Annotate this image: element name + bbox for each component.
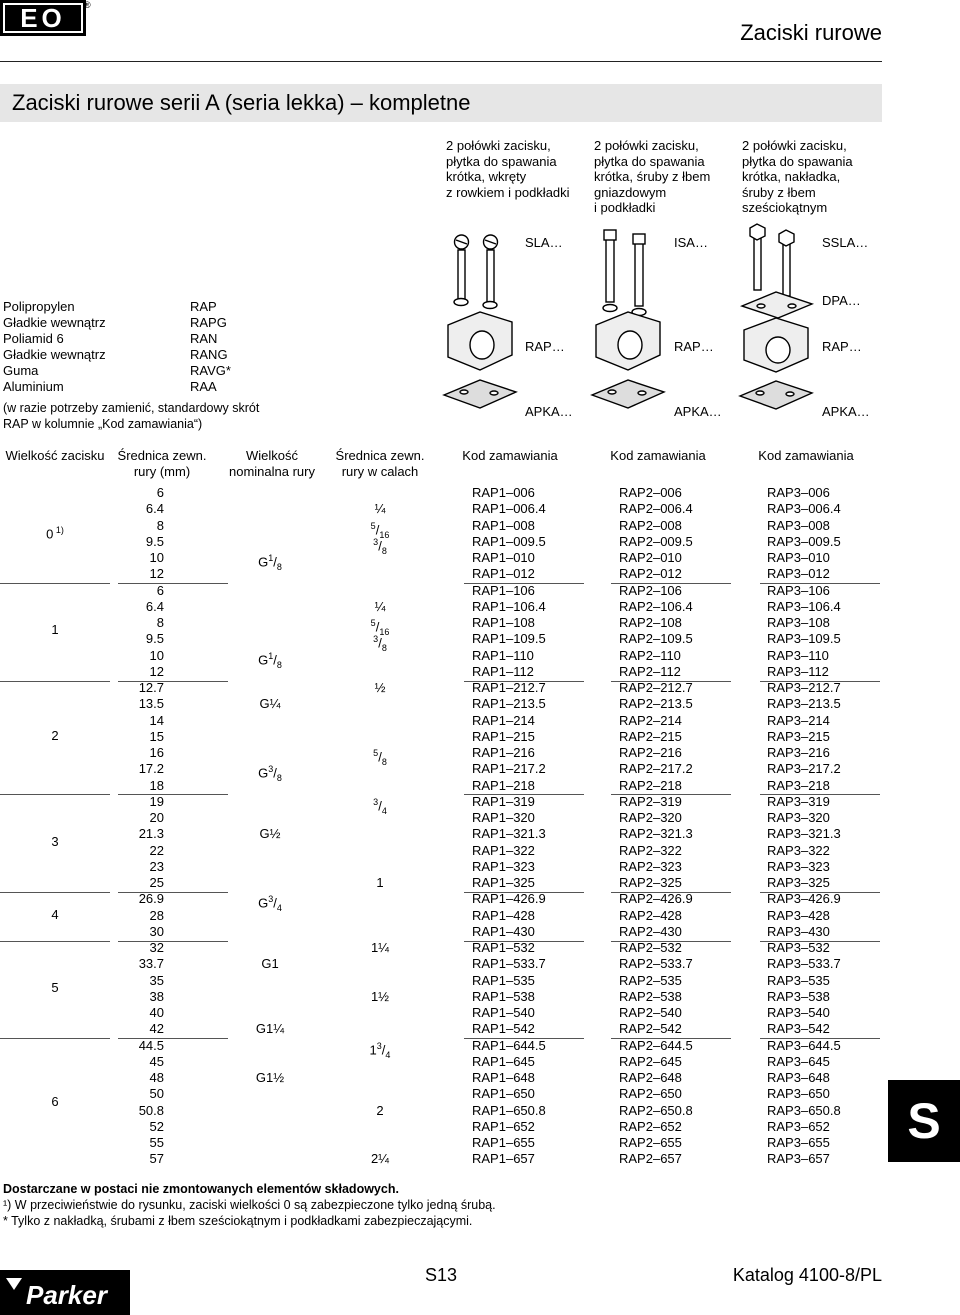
material-code: RANG	[190, 347, 228, 362]
order-code-2: RAP2–428	[619, 907, 682, 923]
nominal-cell: $G^3/_4$	[258, 894, 282, 914]
od-mm-cell: 33.7	[138, 956, 164, 972]
order-code-2: RAP2–542	[619, 1021, 682, 1037]
order-code-1: RAP1–325	[472, 875, 535, 890]
material-code: RAA	[190, 379, 217, 394]
od-mm-cell: 16	[149, 745, 164, 760]
order-code-3: RAP3–533.7	[767, 956, 841, 972]
order-code-2: RAP2–010	[619, 550, 682, 565]
od-mm-cell: 26.9	[138, 891, 164, 907]
nominal-cell: G1	[261, 956, 279, 972]
section-title: Zaciski rurowe	[740, 20, 882, 45]
order-code-2: RAP2–215	[619, 728, 682, 744]
od-mm-cell: 25	[149, 875, 164, 890]
order-code-3: RAP3–652	[767, 1118, 830, 1134]
od-mm-cell: 30	[149, 923, 164, 939]
order-code-3: RAP3–535	[767, 972, 830, 988]
order-code-1: RAP1–320	[472, 810, 535, 825]
order-code-1: RAP1–322	[472, 842, 535, 858]
order-code-1: RAP1–012	[472, 566, 535, 582]
order-code-1: RAP1–650.8	[472, 1102, 546, 1118]
od-mm-cell: 6.4	[145, 501, 164, 517]
header-size: Wielkość zacisku	[5, 448, 105, 463]
material-code: RAN	[190, 331, 218, 346]
footnote-2: * Tylko z nakładką, śrubami z łbem sześciokątnym i podkładkami zabezpieczającymi.	[3, 1214, 473, 1228]
group-divider	[0, 941, 110, 942]
screw-label-3: SSLA…	[822, 235, 869, 250]
order-code-3: RAP3–648	[767, 1070, 830, 1085]
plate-label-3: APKA…	[822, 404, 870, 419]
od-mm-cell: 17.2	[138, 761, 164, 777]
nominal-cell: $G^1/_8$	[258, 650, 282, 670]
order-code-2: RAP2–006	[619, 485, 682, 500]
clamp-drawing-2	[592, 230, 664, 408]
order-code-2: RAP2–108	[619, 615, 682, 630]
order-code-1: RAP1–010	[472, 550, 535, 565]
od-inch-cell: 1¼	[370, 940, 390, 955]
clamp-drawing-1	[444, 235, 516, 408]
order-code-2: RAP2–112	[619, 663, 681, 679]
od-mm-cell: 15	[149, 728, 164, 744]
order-code-3: RAP3–645	[767, 1053, 830, 1069]
od-mm-cell: 18	[149, 777, 164, 793]
od-inch-cell: $^5/_8$	[373, 748, 387, 767]
od-mm-cell: 12	[149, 566, 164, 582]
od-mm-cell: 23	[149, 858, 164, 874]
order-code-1: RAP1–533.7	[472, 956, 546, 972]
od-mm-cell: 52	[149, 1118, 164, 1134]
variant-1-description: 2 połówki zacisku, płytka do spawania krótka, wkręty z rowkiem i podkładki	[446, 138, 570, 200]
order-code-2: RAP2–540	[619, 1005, 682, 1020]
order-code-2: RAP2–320	[619, 810, 682, 825]
material-code: RAVG*	[190, 363, 231, 378]
od-inch-cell: 1	[376, 875, 384, 890]
order-code-3: RAP3–012	[767, 566, 830, 582]
od-mm-cell: 55	[149, 1135, 164, 1150]
order-code-3: RAP3–320	[767, 810, 830, 825]
order-code-2: RAP2–109.5	[619, 631, 693, 647]
screw-label-2: ISA…	[674, 235, 708, 250]
order-code-2: RAP2–006.4	[619, 501, 693, 517]
order-code-3: RAP3–109.5	[767, 631, 841, 647]
order-code-1: RAP1–112	[472, 663, 534, 679]
od-mm-cell: 8	[156, 517, 164, 533]
order-code-2: RAP2–657	[619, 1151, 682, 1167]
order-code-3: RAP3–215	[767, 728, 830, 744]
header-nominal: Wielkość nominalna rury	[229, 448, 315, 479]
clamp-size-cell: 0 $^{1)}$	[46, 524, 64, 542]
nominal-cell: G¼	[259, 696, 281, 712]
order-code-2: RAP2–533.7	[619, 956, 693, 972]
nominal-cell: G1½	[255, 1070, 285, 1085]
order-code-2: RAP2–648	[619, 1070, 682, 1085]
od-mm-cell: 40	[149, 1005, 164, 1020]
nominal-cell: G1¼	[255, 1021, 285, 1037]
order-code-2: RAP2–532	[619, 940, 682, 955]
order-code-1: RAP1–426.9	[472, 891, 546, 907]
order-code-2: RAP2–644.5	[619, 1037, 693, 1053]
od-inch-cell: ¼	[374, 501, 386, 517]
order-code-2: RAP2–650	[619, 1086, 682, 1102]
order-code-3: RAP3–106.4	[767, 598, 841, 614]
order-code-2: RAP2–325	[619, 875, 682, 890]
order-code-3: RAP3–010	[767, 550, 830, 565]
order-code-1: RAP1–430	[472, 923, 535, 939]
order-code-2: RAP2–652	[619, 1118, 682, 1134]
od-mm-cell: 6	[156, 485, 164, 500]
order-code-3: RAP3–430	[767, 923, 830, 939]
material-name: Gładkie wewnątrz	[3, 315, 106, 330]
od-mm-cell: 12.7	[138, 680, 164, 695]
order-code-3: RAP3–538	[767, 988, 830, 1004]
clamp-size-cell: 3	[51, 833, 59, 849]
order-code-2: RAP2–538	[619, 988, 682, 1004]
order-code-1: RAP1–217.2	[472, 761, 546, 777]
od-mm-cell: 22	[149, 842, 164, 858]
order-code-2: RAP2–213.5	[619, 696, 693, 712]
order-code-2: RAP2–212.7	[619, 680, 693, 695]
order-code-3: RAP3–319	[767, 793, 830, 809]
screw-label-1: SLA…	[525, 235, 563, 250]
order-code-1: RAP1–652	[472, 1118, 535, 1134]
variant-2-description: 2 połówki zacisku, płytka do spawania krótka, śruby z łbem gniazdowym i podkładki	[594, 138, 711, 215]
order-code-2: RAP2–008	[619, 517, 682, 533]
header-code-1: Kod zamawiania	[462, 448, 558, 463]
order-code-1: RAP1–538	[472, 988, 535, 1004]
order-code-3: RAP3–009.5	[767, 533, 841, 549]
order-code-2: RAP2–430	[619, 923, 682, 939]
header-od-mm: Średnica zewn. rury (mm)	[117, 448, 207, 479]
od-inch-cell: $^5/_{16}$	[370, 520, 390, 540]
order-code-3: RAP3–323	[767, 858, 830, 874]
material-code: RAPG	[190, 315, 227, 330]
order-code-2: RAP2–645	[619, 1053, 682, 1069]
page-number: S13	[425, 1265, 458, 1285]
order-code-2: RAP2–012	[619, 566, 682, 582]
order-code-2: RAP2–106	[619, 582, 682, 598]
nominal-cell: G½	[259, 826, 281, 842]
order-code-3: RAP3–428	[767, 907, 830, 923]
brand-text: Parker	[26, 1280, 107, 1310]
od-mm-cell: 28	[149, 907, 164, 923]
order-code-3: RAP3–650	[767, 1086, 830, 1102]
clamp-size-cell: 5	[51, 979, 59, 995]
order-code-3: RAP3–542	[767, 1021, 830, 1037]
order-code-2: RAP2–426.9	[619, 891, 693, 907]
od-inch-cell: 2¼	[370, 1151, 390, 1167]
material-name: Aluminium	[3, 379, 64, 394]
order-code-1: RAP1–110	[472, 647, 534, 663]
order-code-2: RAP2–655	[619, 1135, 682, 1150]
order-code-3: RAP3–650.8	[767, 1102, 841, 1118]
footnote-1: ¹) W przeciwieństwie do rysunku, zaciski wielkości 0 są zabezpieczone tylko jedną śrubą.	[3, 1198, 496, 1212]
order-code-1: RAP1–214	[472, 712, 535, 728]
order-code-3: RAP3–644.5	[767, 1037, 841, 1053]
order-code-3: RAP3–110	[767, 647, 829, 663]
order-code-2: RAP2–650.8	[619, 1102, 693, 1118]
order-code-1: RAP1–006	[472, 485, 535, 500]
od-mm-cell: 57	[149, 1151, 164, 1167]
od-inch-cell: 1½	[370, 988, 390, 1004]
header-code-2: Kod zamawiania	[610, 448, 706, 463]
group-divider	[0, 681, 110, 682]
order-code-3: RAP3–655	[767, 1135, 830, 1150]
order-code-1: RAP1–650	[472, 1086, 535, 1102]
cover-label-3: DPA…	[822, 293, 861, 308]
header-code-3: Kod zamawiania	[758, 448, 854, 463]
group-divider	[0, 1038, 110, 1039]
od-mm-cell: 9.5	[145, 631, 164, 647]
clamp-size-cell: 6	[51, 1093, 59, 1109]
od-mm-cell: 10	[149, 647, 164, 663]
order-code-2: RAP2–217.2	[619, 761, 693, 777]
order-code-3: RAP3–108	[767, 615, 830, 630]
material-note: (w razie potrzeby zamienić, standardowy skrót RAP w kolumnie „Kod zamawiania“)	[3, 401, 260, 431]
clamp-drawings	[440, 220, 880, 420]
od-mm-cell: 50.8	[138, 1102, 164, 1118]
order-code-3: RAP3–006	[767, 485, 830, 500]
od-mm-cell: 9.5	[145, 533, 164, 549]
order-code-1: RAP1–644.5	[472, 1037, 546, 1053]
od-inch-cell: $1^3/_4$	[369, 1040, 391, 1060]
material-name: Guma	[3, 363, 39, 378]
plate-label-1: APKA…	[525, 404, 573, 419]
order-code-1: RAP1–215	[472, 728, 535, 744]
od-mm-cell: 14	[149, 712, 164, 728]
order-code-2: RAP2–535	[619, 972, 682, 988]
order-code-1: RAP1–540	[472, 1005, 535, 1020]
order-code-3: RAP3–006.4	[767, 501, 841, 517]
od-mm-cell: 32	[149, 940, 164, 955]
order-code-3: RAP3–212.7	[767, 680, 841, 695]
od-mm-cell: 45	[149, 1053, 164, 1069]
catalog-number: Katalog 4100-8/PL	[732, 1265, 882, 1285]
parker-logo	[0, 1270, 130, 1315]
od-mm-cell: 19	[149, 793, 164, 809]
order-code-1: RAP1–008	[472, 517, 535, 533]
order-code-2: RAP2–110	[619, 647, 681, 663]
order-code-1: RAP1–657	[472, 1151, 535, 1167]
order-code-3: RAP3–106	[767, 582, 830, 598]
order-code-1: RAP1–212.7	[472, 680, 546, 695]
od-mm-cell: 6	[156, 582, 164, 598]
order-code-1: RAP1–006.4	[472, 501, 546, 517]
od-mm-cell: 10	[149, 550, 164, 565]
order-code-3: RAP3–112	[767, 663, 829, 679]
order-code-1: RAP1–323	[472, 858, 535, 874]
page-title: Zaciski rurowe serii A (seria lekka) – kompletne	[0, 84, 882, 122]
order-code-1: RAP1–109.5	[472, 631, 546, 647]
eo-logo	[0, 0, 92, 36]
body-label-3: RAP…	[822, 339, 862, 354]
od-mm-cell: 44.5	[138, 1037, 164, 1053]
order-code-1: RAP1–218	[472, 777, 535, 793]
od-mm-cell: 6.4	[145, 598, 164, 614]
od-inch-cell: ¼	[374, 598, 386, 614]
od-mm-cell: 50	[149, 1086, 164, 1102]
od-mm-cell: 48	[149, 1070, 164, 1085]
nominal-cell: $G^3/_8$	[258, 764, 282, 784]
order-code-2: RAP2–216	[619, 745, 682, 760]
order-code-3: RAP3–213.5	[767, 696, 841, 712]
order-code-1: RAP1–106	[472, 582, 535, 598]
order-code-1: RAP1–648	[472, 1070, 535, 1085]
order-code-3: RAP3–325	[767, 875, 830, 890]
clamp-size-cell: 1	[51, 622, 59, 638]
order-code-3: RAP3–532	[767, 940, 830, 955]
header-od-inch: Średnica zewn. rury w calach	[335, 448, 425, 479]
registered-mark: ®	[84, 0, 91, 10]
order-code-2: RAP2–322	[619, 842, 682, 858]
od-inch-cell: $^3/_8$	[373, 634, 387, 654]
order-code-3: RAP3–321.3	[767, 826, 841, 842]
order-code-3: RAP3–657	[767, 1151, 830, 1167]
order-code-2: RAP2–319	[619, 793, 682, 809]
order-code-3: RAP3–008	[767, 517, 830, 533]
group-divider	[0, 583, 110, 584]
order-code-2: RAP2–321.3	[619, 826, 693, 842]
order-code-1: RAP1–106.4	[472, 598, 546, 614]
od-mm-cell: 21.3	[138, 826, 164, 842]
order-code-1: RAP1–542	[472, 1021, 535, 1037]
od-inch-cell: ½	[374, 680, 386, 695]
od-mm-cell: 20	[149, 810, 164, 825]
order-code-1: RAP1–213.5	[472, 696, 546, 712]
body-label-1: RAP…	[525, 339, 565, 354]
order-code-2: RAP2–009.5	[619, 533, 693, 549]
od-inch-cell: $^3/_8$	[373, 536, 387, 556]
order-code-3: RAP3–217.2	[767, 761, 841, 777]
order-code-1: RAP1–535	[472, 972, 535, 988]
material-code: RAP	[190, 299, 217, 314]
section-tab: S	[888, 1080, 960, 1162]
order-code-1: RAP1–321.3	[472, 826, 546, 842]
od-mm-cell: 42	[149, 1021, 164, 1037]
order-code-1: RAP1–216	[472, 745, 535, 760]
od-inch-cell: $^5/_{16}$	[370, 618, 390, 637]
plate-label-2: APKA…	[674, 404, 722, 419]
order-code-2: RAP2–214	[619, 712, 682, 728]
order-code-3: RAP3–214	[767, 712, 830, 728]
body-label-2: RAP…	[674, 339, 714, 354]
group-divider	[0, 794, 110, 795]
order-code-2: RAP2–106.4	[619, 598, 693, 614]
order-code-1: RAP1–428	[472, 907, 535, 923]
nominal-cell: $G^1/_8$	[258, 553, 282, 572]
group-divider	[0, 892, 110, 893]
order-code-2: RAP2–218	[619, 777, 682, 793]
material-name: Polipropylen	[3, 299, 75, 314]
clamp-drawing-3	[740, 224, 812, 409]
od-inch-cell: 2	[376, 1102, 384, 1118]
clamp-size-cell: 4	[51, 906, 59, 922]
order-code-3: RAP3–426.9	[767, 891, 841, 907]
order-code-3: RAP3–322	[767, 842, 830, 858]
order-code-3: RAP3–216	[767, 745, 830, 760]
od-mm-cell: 12	[149, 663, 164, 679]
order-code-3: RAP3–218	[767, 777, 830, 793]
footnotes	[3, 1181, 496, 1229]
delivery-note: Dostarczane w postaci nie zmontowanych elementów składowych.	[3, 1182, 399, 1196]
od-mm-cell: 8	[156, 615, 164, 630]
od-inch-cell: $^3/_4$	[373, 796, 387, 816]
od-mm-cell: 13.5	[138, 696, 164, 712]
order-code-1: RAP1–645	[472, 1053, 535, 1069]
od-mm-cell: 38	[149, 988, 164, 1004]
order-code-1: RAP1–009.5	[472, 533, 546, 549]
variant-3-description: 2 połówki zacisku, płytka do spawania krótka, nakładka, śruby z łbem sześciokątnym	[742, 138, 853, 215]
order-code-1: RAP1–319	[472, 793, 535, 809]
material-name: Gładkie wewnątrz	[3, 347, 106, 362]
od-mm-cell: 35	[149, 972, 164, 988]
order-code-1: RAP1–655	[472, 1135, 535, 1150]
order-code-1: RAP1–532	[472, 940, 535, 955]
logo-text: EO	[20, 3, 66, 33]
order-code-2: RAP2–323	[619, 858, 682, 874]
order-code-3: RAP3–540	[767, 1005, 830, 1020]
clamp-size-cell: 2	[51, 727, 59, 743]
order-code-1: RAP1–108	[472, 615, 535, 630]
header-divider	[0, 61, 882, 62]
material-name: Poliamid 6	[3, 331, 64, 346]
